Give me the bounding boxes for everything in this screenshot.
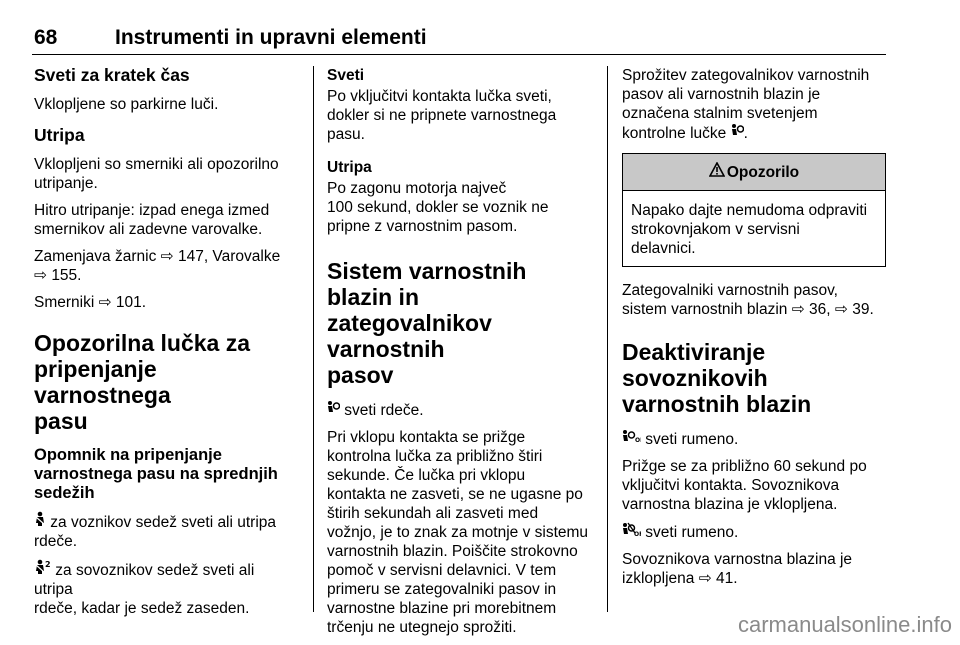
text: 101. [115, 294, 147, 311]
text: 41. [716, 570, 738, 587]
airbag-off-icon [622, 524, 641, 541]
warning-title: Opozorilo [726, 163, 800, 181]
paragraph-indicator-ref [34, 293, 296, 312]
paragraph-driver [34, 511, 296, 551]
paragraph-airbag-on [622, 429, 886, 449]
heading-on: Sveti [327, 67, 365, 84]
paragraph: Hitro utripanje: izpad enega izmed smernikov ali zadevne varovalke. [34, 202, 270, 238]
heading-flashing: Utripa [34, 125, 85, 145]
paragraph-bulb-ref [34, 247, 296, 285]
airbag-icon [731, 125, 744, 142]
paragraph-off-ref [622, 550, 886, 588]
section-heading-deactivation: Deaktiviranje sovoznikovih varnostnih blazin [622, 339, 812, 417]
paragraph: Pri vklopu kontakta se prižge kontrolna lučka za približno štiri sekunde. Če lučka pri vklopu kontakta ne zasveti, se ne ugasne po štirih sekundah ali zasveti med vožnjo, je to znak za motnje v sistemu varnostnih blazin. Poiščite strokovno pomoč v servisni delavnici. V tem primeru se zategovalniki pasov in varnostne blazine pri morebitnem trčenju ne utegnejo sprožiti. [327, 429, 589, 636]
seatbelt-icon [34, 514, 46, 531]
page-number: 68 [34, 26, 58, 49]
page-ref-icon[interactable]: ⇨ [98, 294, 112, 311]
watermark: carmanualsonline.info [737, 612, 952, 637]
text: 39. [852, 301, 874, 318]
warning-header [623, 154, 885, 191]
heading-flashing: Utripa [327, 159, 372, 176]
text: 36, [809, 301, 835, 318]
paragraph-refs [622, 281, 886, 319]
paragraph-deploy: Sprožitev zategovalnikov varnostnih pasov ali varnostnih blazin je označena stalnim svetenjem kontrolne lučke . [622, 67, 870, 142]
svg-text:ON: O [635, 437, 641, 444]
paragraph-airbag-off [622, 522, 886, 542]
text: 155. [51, 267, 82, 284]
page-ref-icon[interactable]: ⇨ [791, 301, 805, 318]
paragraph: Prižge se za približno 60 sekund po vključitvi kontakta. Sovoznikova varnostna blazina je vklopljena. [622, 458, 867, 513]
column-3 [622, 66, 886, 596]
page-header [32, 14, 886, 55]
section-heading-airbag: Sistem varnostnih blazin in zategovalnikov varnostnih pasov [327, 258, 527, 388]
paragraph-airbag-red [327, 400, 589, 420]
page-ref-icon[interactable]: ⇨ [160, 248, 174, 265]
paragraph: Vklopljene so parkirne luči. [34, 96, 219, 113]
text: Zategovalniki varnostnih pasov, sistem varnostnih blazin [622, 282, 838, 318]
svg-text:2: 2 [45, 560, 51, 569]
column-divider [607, 66, 608, 612]
text: Sprožitev zategovalnikov varnostnih pasov ali varnostnih blazin je označena stalnim svetenjem kontrolne lučke [622, 67, 870, 142]
page-ref-icon[interactable]: ⇨ [34, 267, 47, 284]
heading-short-on: Sveti za kratek čas [34, 65, 190, 85]
svg-text:OFF: O [634, 531, 640, 537]
section-heading-seatbelt: Opozorilna lučka za pripenjanje varnostnega pasu [34, 330, 250, 434]
text: Sovoznikova varnostna blazina je izklopljena [622, 551, 853, 587]
warning-triangle-icon [709, 162, 727, 182]
subheading-reminder: Opomnik na pripenjanje varnostnega pasu na sprednjih sedežih [34, 446, 278, 502]
text: Smerniki [34, 294, 99, 311]
airbag-on-icon [622, 431, 641, 448]
text: Zamenjava žarnic [34, 248, 161, 265]
paragraph: Po zagonu motorja največ 100 sekund, dokler se voznik ne pripne z varnostnim pasom. [327, 180, 549, 235]
paragraph-passenger [34, 559, 296, 618]
paragraph: Vklopljeni so smerniki ali opozorilno utripanje. [34, 156, 279, 192]
seatbelt-passenger-icon [34, 562, 51, 579]
page-ref-icon[interactable]: ⇨ [698, 570, 712, 587]
text: sveti rumeno. [641, 524, 739, 541]
text: 147, Varovalke [177, 248, 281, 265]
column-divider [313, 66, 314, 612]
airbag-icon [327, 402, 340, 419]
text: sveti rumeno. [641, 431, 739, 448]
warning-box [622, 153, 886, 267]
warning-body: Napako dajte nemudoma odpraviti strokovnjakom v servisni delavnici. [631, 202, 868, 257]
text: za voznikov sedež sveti ali utripa rdeče. [34, 514, 277, 550]
column-2 [327, 66, 589, 645]
column-1 [34, 66, 296, 626]
page-ref-icon[interactable]: ⇨ [834, 301, 848, 318]
text: za sovoznikov sedež sveti ali utripa rdeče, kadar je sedež zaseden. [34, 562, 255, 617]
page-title: Instrumenti in upravni elementi [115, 26, 427, 49]
text: sveti rdeče. [340, 402, 424, 419]
paragraph: Po vključitvi kontakta lučka sveti, dokler si ne pripnete varnostnega pasu. [327, 88, 557, 143]
